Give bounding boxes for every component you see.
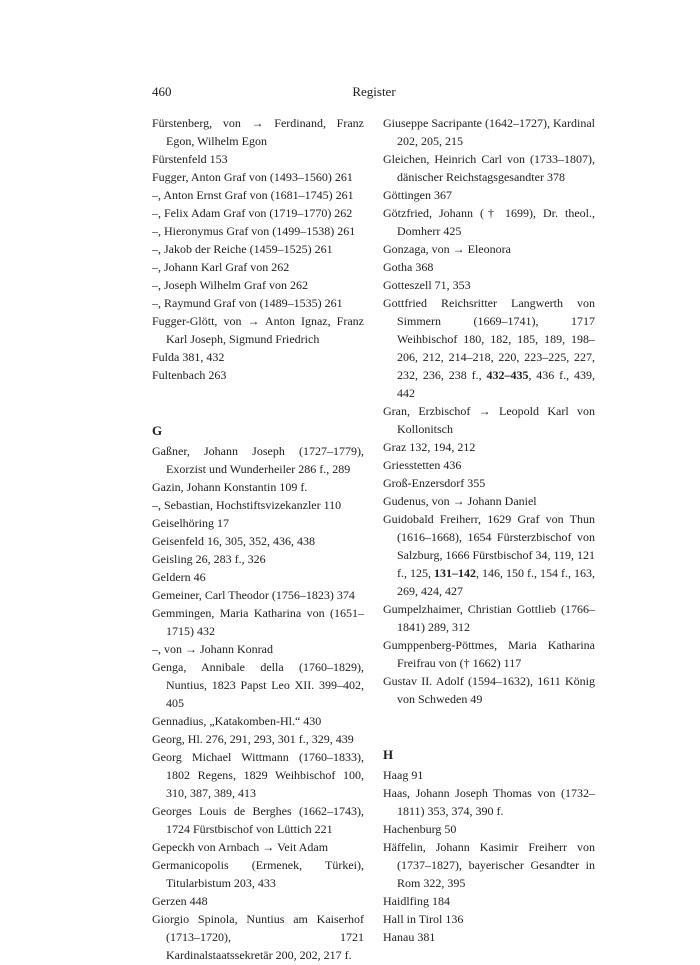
index-entry: Gemmingen, Maria Katharina von (1651–1715) 432 — [152, 606, 364, 638]
index-entry: Fulda 381, 432 — [152, 350, 225, 364]
index-entry: Hanau 381 — [383, 930, 436, 944]
section-letter-g: G — [152, 423, 163, 438]
entry-group-g — [152, 442, 364, 964]
index-entry: Gustav II. Adolf (1594–1632), 1611 König von Schweden 49 — [383, 674, 595, 706]
index-entry: Fugger, Anton Graf von (1493–1560) 261 — [152, 170, 353, 184]
index-entry: –, Sebastian, Hochstiftsvizekanzler 110 — [152, 498, 342, 512]
page-number: 460 — [152, 84, 172, 99]
index-entry: Gleichen, Heinrich Carl von (1733–1807), dänischer Reichstagsgesandter 378 — [383, 152, 595, 184]
index-entry: Germanicopolis (Ermenek, Türkei), Titularbistum 203, 433 — [152, 858, 364, 890]
index-entry: Göttingen 367 — [383, 188, 452, 202]
index-entry: Geisling 26, 283 f., 326 — [152, 552, 266, 566]
index-entry: Gran, Erzbischof → Leopold Karl von Kollonitsch — [383, 404, 595, 436]
index-entry: Gumppenberg-Pöttmes, Maria Katharina Freifrau von († 1662) 117 — [383, 638, 595, 670]
index-entry: Gazin, Johann Konstantin 109 f. — [152, 480, 308, 494]
index-entry: Fultenbach 263 — [152, 368, 227, 382]
index-entry: Gemeiner, Carl Theodor (1756–1823) 374 — [152, 588, 355, 602]
index-entry: –, Raymund Graf von (1489–1535) 261 — [152, 296, 343, 310]
index-entry: Gaßner, Johann Joseph (1727–1779), Exorzist und Wunderheiler 286 f., 289 — [152, 444, 364, 476]
index-entry: Gepeckh von Arnbach → Veit Adam — [152, 840, 329, 854]
entry-group-h — [383, 766, 595, 946]
index-column-left — [152, 114, 364, 964]
index-entry: Hachenburg 50 — [383, 822, 457, 836]
index-entry: Gennadius, „Katakomben-Hl.“ 430 — [152, 714, 322, 728]
running-head: Register — [352, 84, 396, 99]
entry-text: , 146, 150 f., 154 f., 163, 269, 424, 427 — [397, 566, 595, 598]
index-entry: Gotteszell 71, 353 — [383, 278, 471, 292]
index-entry: Haidlfing 184 — [383, 894, 450, 908]
index-entry: Geisenfeld 16, 305, 352, 436, 438 — [152, 534, 315, 548]
index-entry: Georges Louis de Berghes (1662–1743), 1724 Fürstbischof von Lüttich 221 — [152, 804, 364, 836]
index-entry: Gerzen 448 — [152, 894, 208, 908]
index-entry: Hall in Tirol 136 — [383, 912, 464, 926]
index-entry: Geiselhöring 17 — [152, 516, 229, 530]
entry-group-g-continued — [383, 114, 595, 294]
index-entry: Häffelin, Johann Kasimir Freiherr von (1737–1827), bayerischer Gesandter in Rom 322, 395 — [383, 840, 595, 890]
index-entry: Fugger-Glött, von → Anton Ignaz, Franz Karl Joseph, Sigmund Friedrich — [152, 314, 364, 346]
entry-text: , 436 f., 439, 442 — [397, 368, 596, 400]
section-letter-h: H — [383, 747, 394, 762]
index-entry: Gudenus, von → Johann Daniel — [383, 494, 537, 508]
index-entry-guidobald — [383, 510, 595, 600]
section-gap — [152, 384, 364, 420]
index-entry: Graz 132, 194, 212 — [383, 440, 476, 454]
main-reference: 432–435 — [486, 368, 529, 382]
index-entry: Gumpelzhaimer, Christian Gottlieb (1766–1841) 289, 312 — [383, 602, 595, 634]
index-entry: Haas, Johann Joseph Thomas von (1732–1811) 353, 374, 390 f. — [383, 786, 595, 818]
index-entry: –, Joseph Wilhelm Graf von 262 — [152, 278, 308, 292]
index-entry: Fürstenfeld 153 — [152, 152, 228, 166]
index-entry: Gotha 368 — [383, 260, 434, 274]
index-entry-gottfried — [383, 294, 595, 402]
entry-text: Gottfried Reichsritter Langwerth von Simmern (1669–1741), 1717 Weihbischof 180, 182, 185, 189, 198–206, 212, 214–218, 220, 223–225, 227, 232, 236, 238 f., — [383, 296, 595, 382]
index-entry: Griesstetten 436 — [383, 458, 462, 472]
index-entry: Giorgio Spinola, Nuntius am Kaiserhof (1713–1720), 1721 Kardinalstaatssekretär 200, 202, 217 f. — [152, 912, 364, 962]
index-entry: Georg, Hl. 276, 291, 293, 301 f., 329, 439 — [152, 732, 354, 746]
index-entry: Groß-Enzersdorf 355 — [383, 476, 486, 490]
index-entry: –, von → Johann Konrad — [152, 642, 273, 656]
entry-group-g-end — [383, 600, 595, 708]
section-gap — [383, 708, 595, 744]
main-reference: 131–142 — [434, 566, 476, 580]
index-entry: –, Jakob der Reiche (1459–1525) 261 — [152, 242, 333, 256]
index-entry: Gonzaga, von → Eleonora — [383, 242, 511, 256]
page-header — [152, 84, 596, 102]
index-entry: Fürstenberg, von → Ferdinand, Franz Egon, Wilhelm Egon — [152, 116, 364, 148]
index-entry: Genga, Annibale della (1760–1829), Nuntius, 1823 Papst Leo XII. 399–402, 405 — [152, 660, 364, 710]
index-entry: Geldern 46 — [152, 570, 206, 584]
index-entry: Haag 91 — [383, 768, 424, 782]
index-entry: –, Felix Adam Graf von (1719–1770) 262 — [152, 206, 353, 220]
entry-group-g-middle — [383, 402, 595, 510]
index-entry: Götzfried, Johann († 1699), Dr. theol., Domherr 425 — [383, 206, 595, 238]
entry-text: Guidobald Freiherr, 1629 Graf von Thun (1616–1668), 1654 Fürsterzbischof von Salzburg, 1666 Fürstbischof 34, 119, 121 f., 125, — [383, 512, 595, 580]
index-entry: –, Anton Ernst Graf von (1681–1745) 261 — [152, 188, 354, 202]
index-entry: –, Johann Karl Graf von 262 — [152, 260, 290, 274]
index-column-right — [383, 114, 595, 946]
index-entry: Giuseppe Sacripante (1642–1727), Kardinal 202, 205, 215 — [383, 116, 595, 148]
entry-group-f — [152, 114, 364, 384]
index-entry: –, Hieronymus Graf von (1499–1538) 261 — [152, 224, 356, 238]
index-entry: Georg Michael Wittmann (1760–1833), 1802 Regens, 1829 Weihbischof 100, 310, 387, 389, 413 — [152, 750, 364, 800]
